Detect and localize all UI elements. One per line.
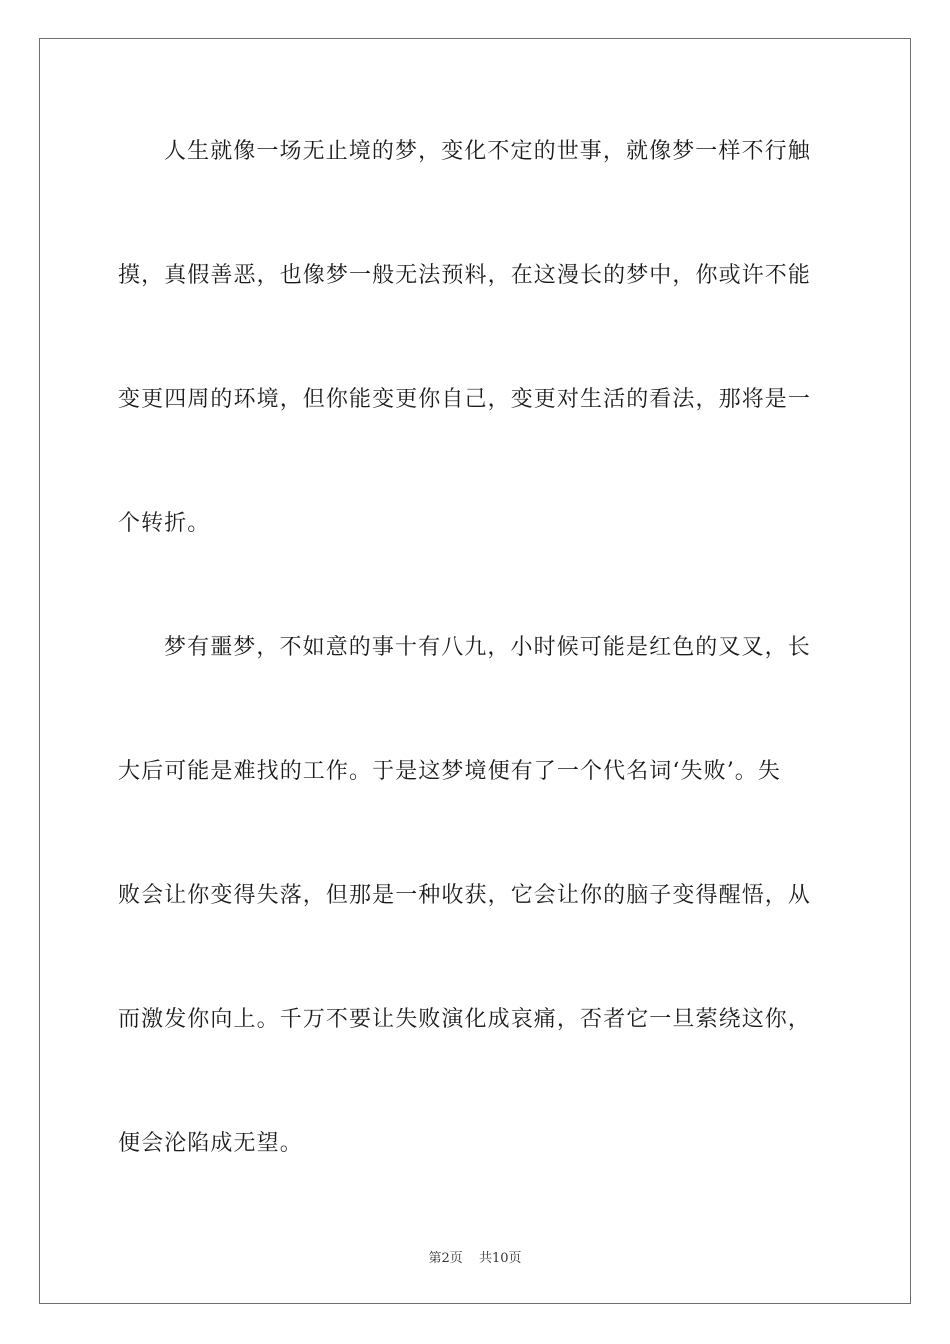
paragraph-2-line-4: 而激发你向上。千万不要让失败演化成哀痛，否者它一旦萦绕这你，	[118, 1007, 812, 1032]
page-number: 第2页	[428, 1251, 463, 1266]
paragraph-1-line-1: 人生就像一场无止境的梦，变化不定的世事，就像梦一样不行触	[164, 139, 811, 164]
paragraph-2-line-3: 败会让你变得失落，但那是一种收获，它会让你的脑子变得醒悟，从	[118, 883, 812, 908]
page-footer	[0, 1247, 950, 1266]
page-frame	[39, 38, 911, 1304]
paragraph-1-line-4: 个转折。	[118, 511, 211, 536]
paragraph-2-line-2: 大后可能是难找的工作。于是这梦境便有了一个代名词‘失败’。失	[118, 759, 781, 784]
paragraph-1-line-3: 变更四周的环境，但你能变更你自己，变更对生活的看法，那将是一	[118, 387, 812, 412]
paragraph-1-line-2: 摸，真假善恶，也像梦一般无法预料，在这漫长的梦中，你或许不能	[118, 263, 812, 288]
paragraph-2-line-1: 梦有噩梦，不如意的事十有八九，小时候可能是红色的叉叉，长	[164, 635, 811, 660]
page-total: 共10页	[478, 1251, 522, 1266]
paragraph-2-line-5: 便会沦陷成无望。	[118, 1131, 303, 1156]
